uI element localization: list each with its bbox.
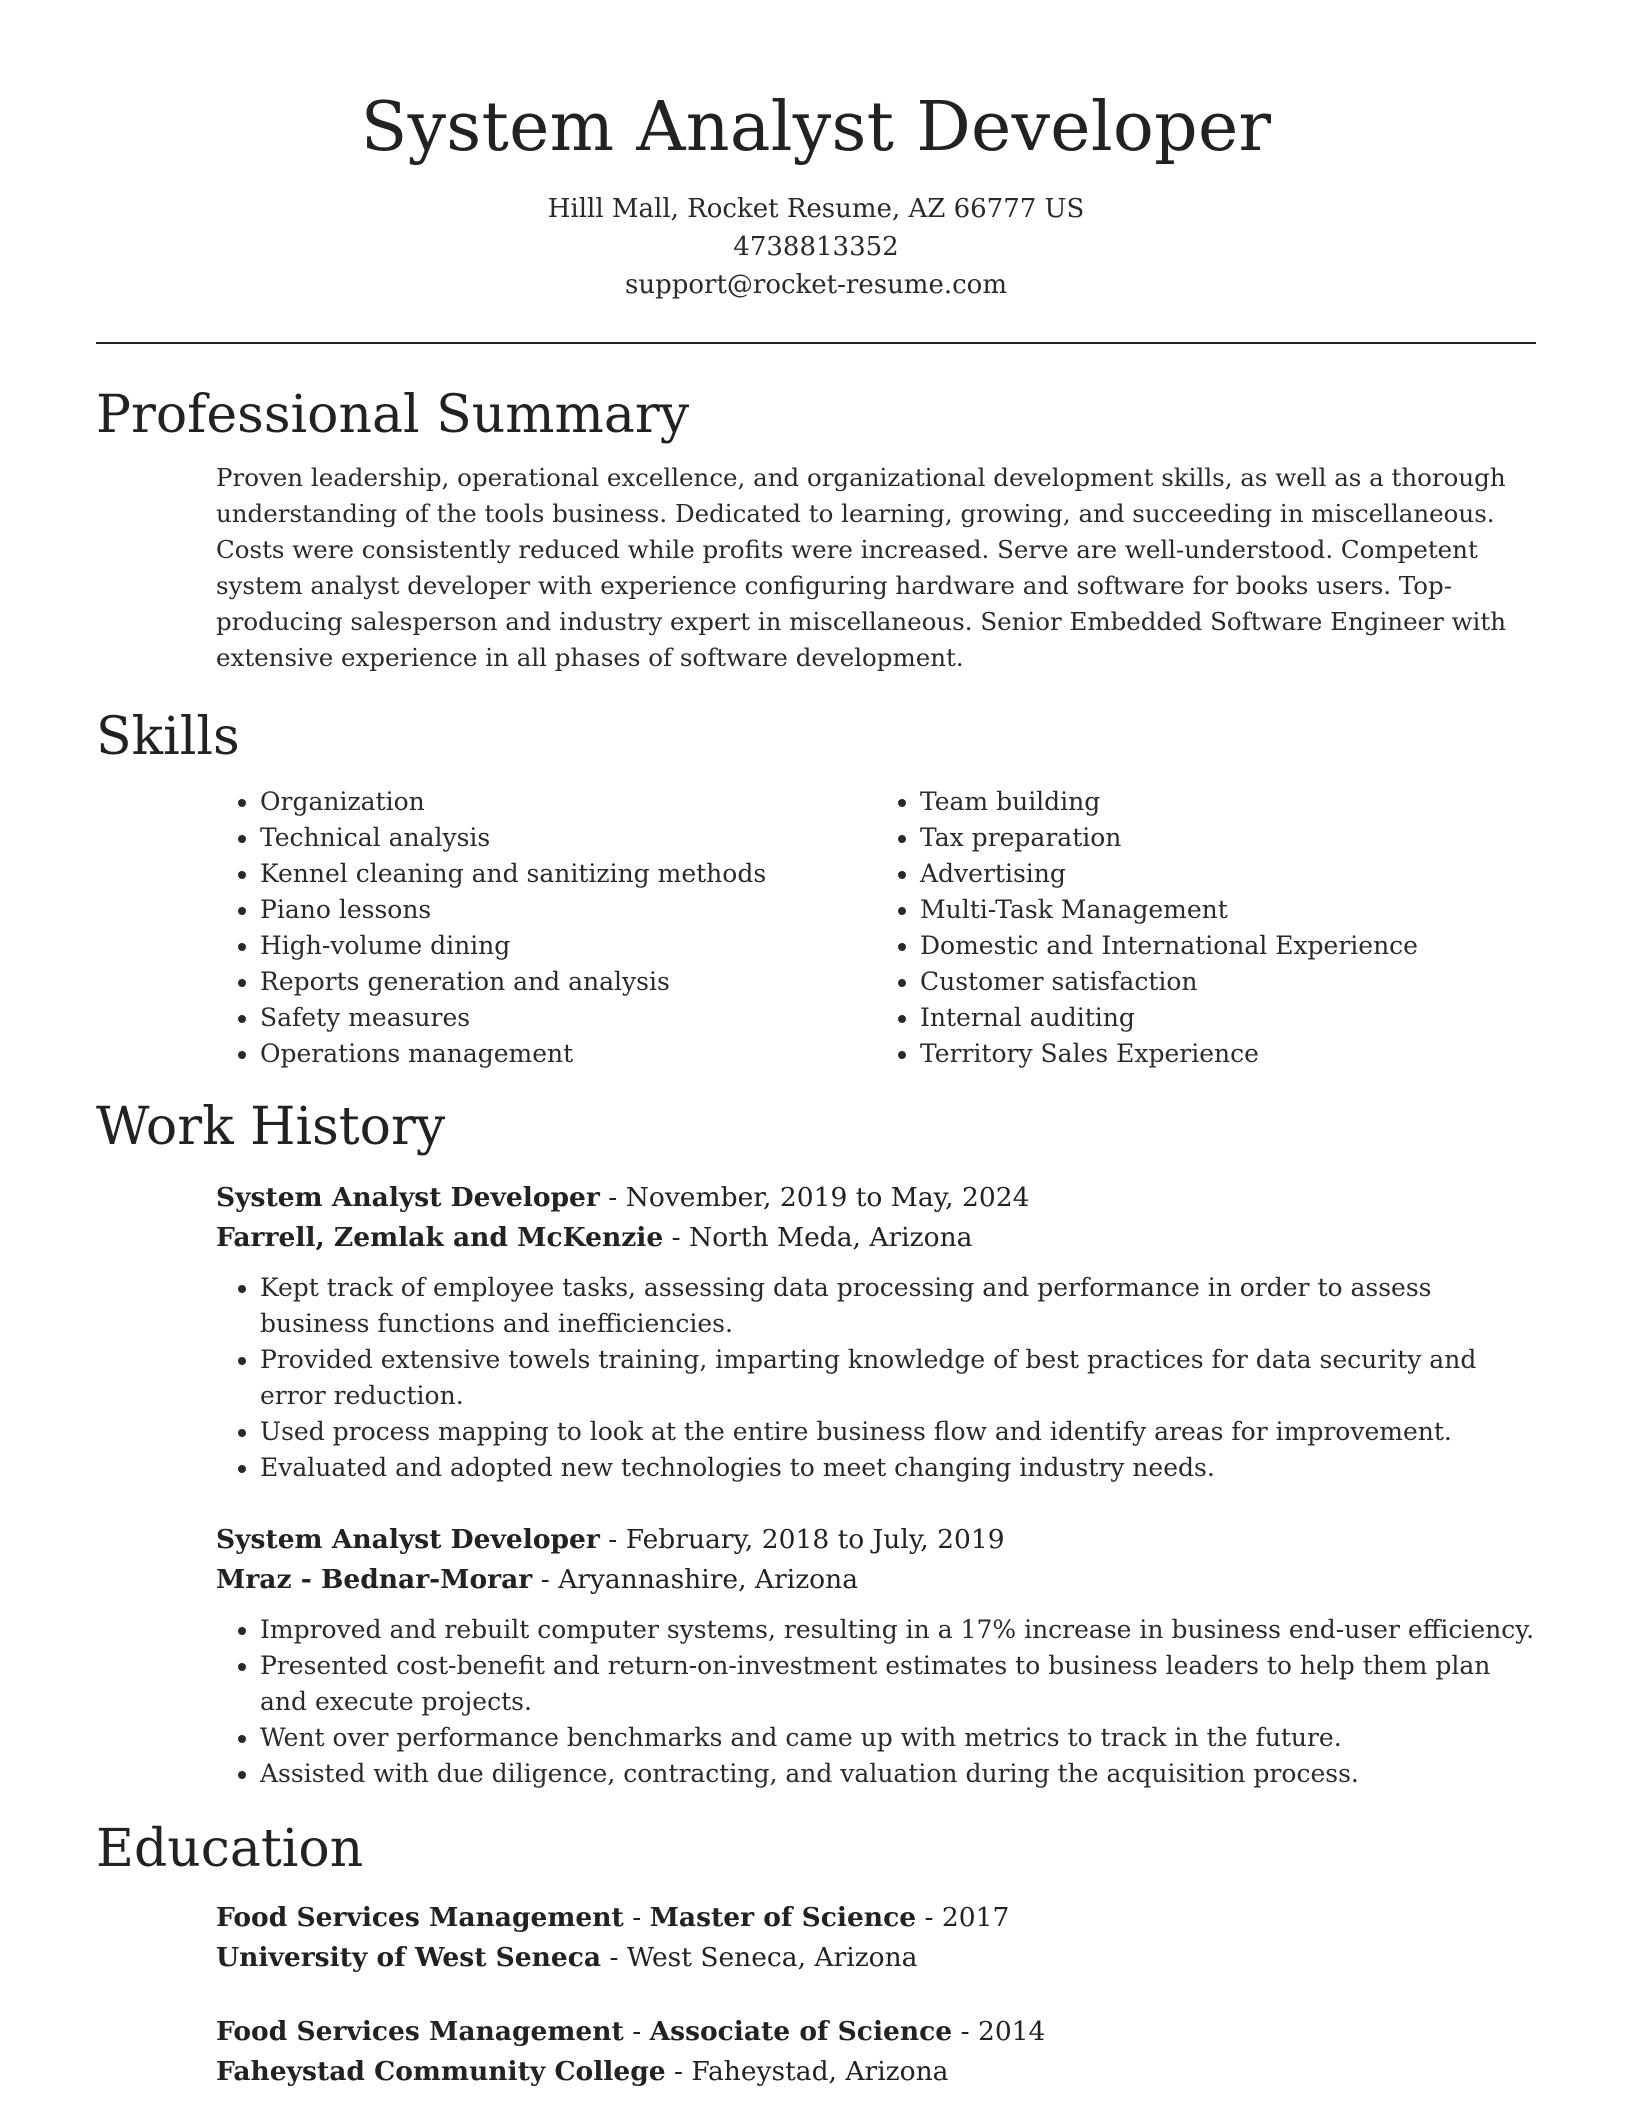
skills-list-right xyxy=(876,784,1536,1072)
skill-item: • Technical analysis xyxy=(260,820,876,856)
skill-item: • Multi-Task Management xyxy=(920,892,1536,928)
job-bullets xyxy=(216,1612,1536,1792)
job-bullet: • Provided extensive towels training, imparting knowledge of best practices for data security and error reduction. xyxy=(260,1342,1536,1414)
education-degree-line xyxy=(216,1898,1536,1938)
education-school: Faheystad Community College xyxy=(216,2056,666,2087)
skill-item: • Safety measures xyxy=(260,1000,876,1036)
job-bullet: • Kept track of employee tasks, assessing data processing and performance in order to assess business functions and inefficiencies. xyxy=(260,1270,1536,1342)
separator: - xyxy=(599,1524,626,1555)
separator: - xyxy=(952,2016,978,2047)
skill-item: • Tax preparation xyxy=(920,820,1536,856)
job-company: Mraz - Bednar-Morar xyxy=(216,1564,533,1595)
skill-item: • Customer satisfaction xyxy=(920,964,1536,1000)
work-history-heading: Work History xyxy=(96,1097,446,1157)
job-title-line xyxy=(216,1520,1536,1560)
skill-item: • Piano lessons xyxy=(260,892,876,928)
summary-text: Proven leadership, operational excellence, and organizational development skills, as well as a thorough understanding of the tools business. Dedicated to learning, growing, and succeeding in miscellaneous. Costs were consistently reduced while profits were increased. Serve are well-understood. Competent system analyst developer with experience configuring hardware and software for books users. Top-producing salesperson and industry expert in miscellaneous. Senior Embedded Software Engineer with extensive experience in all phases of software development. xyxy=(216,463,1507,672)
education-degree: Master of Science xyxy=(649,1902,917,1933)
skills-columns xyxy=(216,784,1536,1072)
education-entry xyxy=(216,2012,1536,2092)
skill-item: • High-volume dining xyxy=(260,928,876,964)
education-school-line xyxy=(216,1938,1536,1978)
job-location: Aryannashire, Arizona xyxy=(558,1564,858,1595)
job-entry xyxy=(216,1178,1536,1486)
separator: - xyxy=(665,2056,692,2087)
separator: - xyxy=(623,2016,650,2047)
resume-header xyxy=(0,0,1632,304)
education-section xyxy=(96,1812,1536,2092)
header-divider xyxy=(96,342,1536,344)
education-degree: Associate of Science xyxy=(649,2016,953,2047)
job-dates: November, 2019 to May, 2024 xyxy=(625,1182,1030,1213)
skills-list-left xyxy=(216,784,876,1072)
skill-item: • Reports generation and analysis xyxy=(260,964,876,1000)
separator: - xyxy=(916,1902,942,1933)
job-bullet: • Presented cost-benefit and return-on-investment estimates to business leaders to help them plan and execute projects. xyxy=(260,1648,1536,1720)
job-company-line xyxy=(216,1560,1536,1600)
skill-item: • Team building xyxy=(920,784,1536,820)
skills-heading: Skills xyxy=(96,707,240,767)
contact-address: Hilll Mall, Rocket Resume, AZ 66777 US xyxy=(547,194,1085,224)
education-school: University of West Seneca xyxy=(216,1942,602,1973)
education-location: Faheystad, Arizona xyxy=(691,2056,949,2087)
skill-item: • Advertising xyxy=(920,856,1536,892)
education-heading: Education xyxy=(96,1819,364,1879)
skills-section xyxy=(96,700,1536,1072)
education-location: West Seneca, Arizona xyxy=(626,1942,918,1973)
education-field: Food Services Management xyxy=(216,2016,624,2047)
skill-item: • Domestic and International Experience xyxy=(920,928,1536,964)
summary-section xyxy=(96,378,1536,676)
separator: - xyxy=(532,1564,559,1595)
job-bullet: • Used process mapping to look at the entire business flow and identify areas for improvement. xyxy=(260,1414,1536,1450)
job-entry xyxy=(216,1520,1536,1792)
skill-item: • Internal auditing xyxy=(920,1000,1536,1036)
education-degree-line xyxy=(216,2012,1536,2052)
job-location: North Meda, Arizona xyxy=(689,1222,973,1253)
separator: - xyxy=(623,1902,650,1933)
job-company-line xyxy=(216,1218,1536,1258)
separator: - xyxy=(663,1222,689,1253)
skill-item: • Organization xyxy=(260,784,876,820)
separator: - xyxy=(601,1942,627,1973)
job-role: System Analyst Developer xyxy=(216,1182,600,1213)
job-bullet: • Improved and rebuilt computer systems, resulting in a 17% increase in business end-user efficiency. xyxy=(260,1612,1536,1648)
job-bullet: • Evaluated and adopted new technologies to meet changing industry needs. xyxy=(260,1450,1536,1486)
separator: - xyxy=(599,1182,626,1213)
contact-email: support@rocket-resume.com xyxy=(624,270,1007,300)
contact-phone: 4738813352 xyxy=(733,232,899,262)
education-school-line xyxy=(216,2052,1536,2092)
job-bullets xyxy=(216,1270,1536,1486)
education-field: Food Services Management xyxy=(216,1902,624,1933)
job-role: System Analyst Developer xyxy=(216,1524,600,1555)
contact-block xyxy=(0,190,1632,304)
skill-item: • Operations management xyxy=(260,1036,876,1072)
job-title-line xyxy=(216,1178,1536,1218)
job-bullet: • Assisted with due diligence, contracting, and valuation during the acquisition process. xyxy=(260,1756,1536,1792)
job-bullet: • Went over performance benchmarks and came up with metrics to track in the future. xyxy=(260,1720,1536,1756)
job-dates: February, 2018 to July, 2019 xyxy=(625,1524,1005,1555)
candidate-name: System Analyst Developer xyxy=(360,88,1272,167)
work-history-section xyxy=(96,1090,1536,1792)
education-entry xyxy=(216,1898,1536,1978)
education-year: 2014 xyxy=(977,2016,1046,2047)
skill-item: • Kennel cleaning and sanitizing methods xyxy=(260,856,876,892)
education-year: 2017 xyxy=(941,1902,1010,1933)
skill-item: • Territory Sales Experience xyxy=(920,1036,1536,1072)
job-company: Farrell, Zemlak and McKenzie xyxy=(216,1222,664,1253)
summary-heading: Professional Summary xyxy=(96,385,690,445)
resume-content xyxy=(96,378,1536,2092)
